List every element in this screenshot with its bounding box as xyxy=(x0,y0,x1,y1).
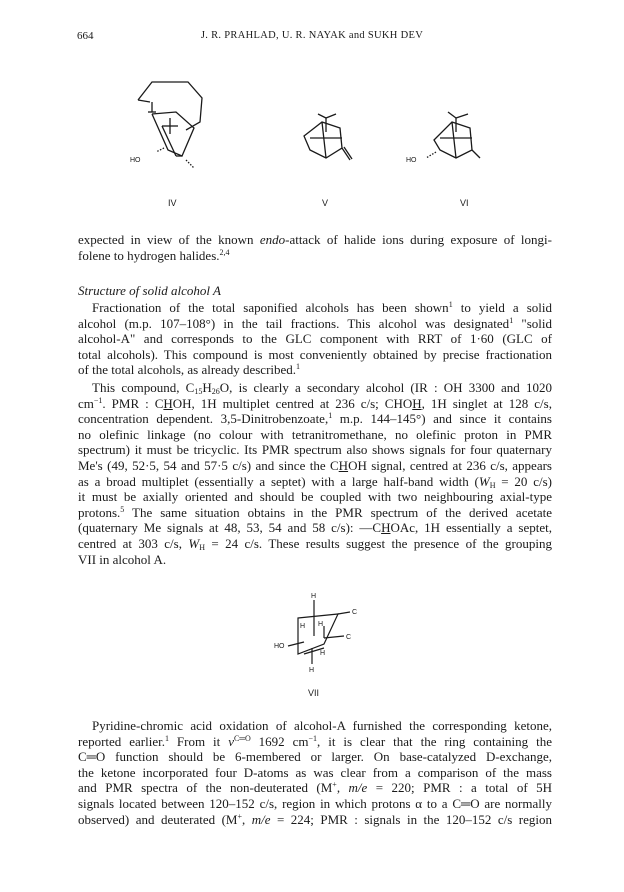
text-line: signals located between 120–152 c/s, region in which protons α to a C═O are normally xyxy=(78,795,552,811)
text-line: concentration dependent. 3,5-Dinitrobenzoate,$^1$ m.p. 144–145°) and since it contains xyxy=(78,411,552,427)
structure-v xyxy=(304,114,352,160)
structure-label-vii: VII xyxy=(308,688,320,698)
text-line: expected in view of the known endo-attack of halide ions during exposure of longi- xyxy=(78,232,552,247)
atom-h-bottom: H xyxy=(309,667,315,674)
text-line: no olefinic linkage (no colour with tetranitromethane, no olefinic proton in PMR xyxy=(78,426,552,442)
structure-label-iv: IV xyxy=(168,198,177,208)
structure-label-vi: VI xyxy=(460,198,469,208)
structure-vii-drawing xyxy=(240,592,390,700)
text-line: $cm^{-1}$. PMR : CHOH, 1H multiplet centred at 236 c/s; CHOH, 1H singlet at 128 c/s, xyxy=(78,395,552,411)
structure-label-v: V xyxy=(322,198,329,208)
atom-h-top: H xyxy=(311,593,317,600)
structure-iv xyxy=(138,82,202,168)
paragraph-fractionation xyxy=(78,300,552,378)
atom-label-ho-vi: HO xyxy=(406,157,417,164)
structures-iv-v-vi-drawing xyxy=(90,78,550,213)
text-line: Fractionation of the total saponified alcohols has been shown$^1$ to yield a solid xyxy=(92,300,552,315)
text-line: (quaternary Me signals at 48, 53, 54 and 58 c/s): —CHOAc, 1H essentially a septet, xyxy=(78,520,552,536)
atom-c-lower: C xyxy=(346,634,352,641)
paragraph-oxidation xyxy=(78,718,552,827)
text-line: the ketone incorporated four D-atoms as was clear from a comparison of the mass xyxy=(78,764,552,780)
structure-vii-figure xyxy=(240,592,390,700)
atom-ho: HO xyxy=(274,643,285,650)
atom-h-right: H xyxy=(320,650,326,657)
text-line: reported earlier.$^1$ From it $\nu^{C═O}$ 1692 $cm^{-1}$, it is clear that the ring containing the xyxy=(78,733,552,749)
structures-figure xyxy=(90,78,550,213)
text-line: observed) and deuterated (M+, m/e = 224; PMR : signals in the 120–152 c/s region xyxy=(78,811,552,827)
text-line: C═O function should be 6-membered or larger. On base-catalyzed D-exchange, xyxy=(78,749,552,765)
text-line: This compound, $C_{15}H_{26}O$, is clearly a secondary alcohol (IR : OH 3300 and 1020 xyxy=(92,380,552,396)
atom-c-upper: C xyxy=(352,609,358,616)
structure-vi xyxy=(426,112,480,158)
text-line: total alcohols). This compound is most conveniently obtained by precise fractionation xyxy=(78,346,552,362)
text-line: Pyridine-chromic acid oxidation of alcohol-A furnished the corresponding ketone, xyxy=(92,718,552,733)
text-line: alcohol (m.p. 107–108°) in the tail fractions. This alcohol was designated$^1$ "solid xyxy=(78,315,552,331)
page-number: 664 xyxy=(77,30,94,42)
text-line: it must be axially oriented and should be coupled with two neighbouring axial-type xyxy=(78,489,552,505)
atom-h-mid: H xyxy=(318,621,324,628)
text-line: of the total alcohols, as already described.$^1$ xyxy=(78,362,301,378)
text-line: and PMR spectra of the non-deuterated (M+, m/e = 220; PMR : a total of 5H xyxy=(78,780,552,796)
section-heading: Structure of solid alcohol A xyxy=(78,283,221,298)
paragraph-compound xyxy=(78,380,552,567)
paragraph-intro xyxy=(78,232,552,263)
text-line: Me's (49, 52·5, 54 and 57·5 c/s) and since the CHOH signal, centred at 236 c/s, appears xyxy=(78,457,552,473)
text-line: protons.$^5$ The same situation obtains in the PMR spectrum of the derived acetate xyxy=(78,504,552,520)
atom-label-ho-iv: HO xyxy=(130,157,141,164)
text-line: folene to hydrogen halides.$^{2,4}$ xyxy=(78,247,230,263)
running-title: J. R. PRAHLAD, U. R. NAYAK and SUKH DEV xyxy=(200,30,424,41)
text-line: as a broad multiplet (essentially a septet) with a large half-band width ($W_H = 20$ c/s) xyxy=(78,473,552,490)
text-line: spectrum) it must be tricyclic. Its PMR spectrum also shows signals for four quaternary xyxy=(78,442,552,458)
text-line: VII in alcohol A. xyxy=(78,551,167,567)
page-header xyxy=(0,30,624,46)
text-line: alcohol-A" and corresponds to the GLC component with RRT of 1·60 (GLC of xyxy=(78,331,552,347)
atom-h-left: H xyxy=(300,623,306,630)
text-line: centred at 303 c/s, $W_H = 24$ c/s. These results suggest the presence of the grouping xyxy=(78,535,552,552)
